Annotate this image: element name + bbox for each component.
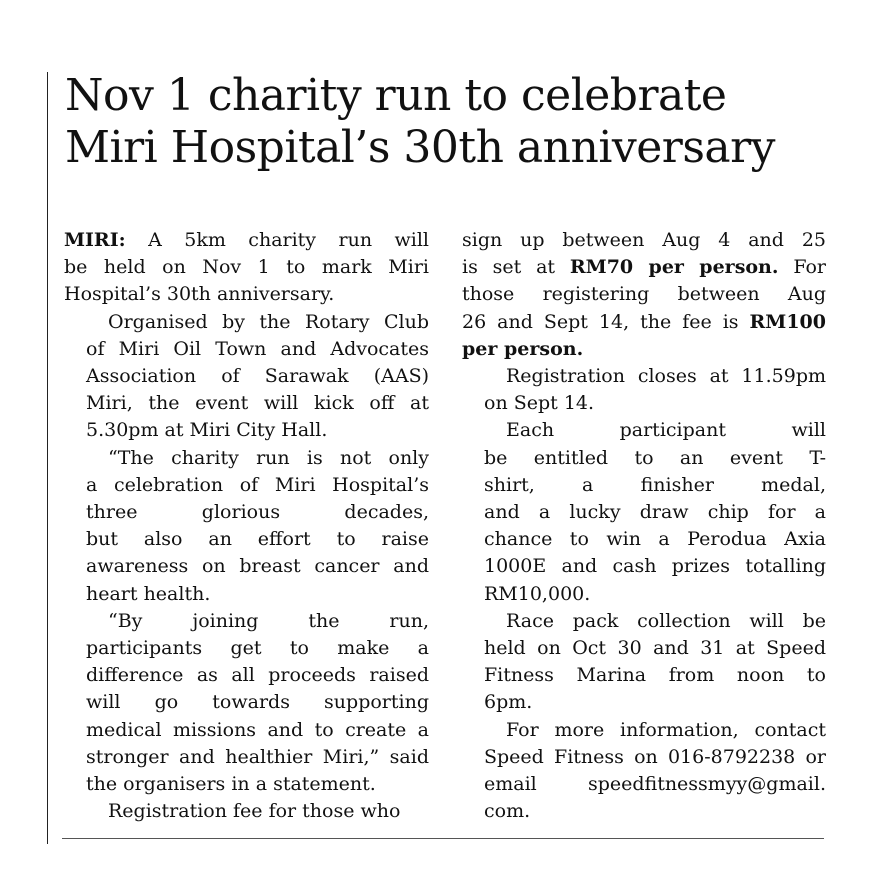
headline-line-1: Nov 1 charity run to celebrate bbox=[65, 70, 727, 121]
text-line: difference as all proceeds raised bbox=[86, 664, 429, 687]
text-line: is set at RM70 per person. For bbox=[462, 256, 826, 279]
text-line: will go towards supporting bbox=[86, 691, 429, 714]
paragraph-3 bbox=[64, 445, 429, 608]
paragraph-8 bbox=[462, 417, 826, 607]
text-line: medical missions and to create a bbox=[86, 718, 429, 741]
text-line: “The charity run is not only bbox=[108, 446, 429, 469]
text-line: but also an effort to raise bbox=[86, 528, 429, 551]
text-line: Hospital’s 30th anniversary. bbox=[64, 283, 335, 306]
paragraph-4 bbox=[64, 608, 429, 798]
column-rule bbox=[47, 72, 48, 844]
text-line: Miri, the event will kick off at bbox=[86, 392, 429, 415]
text-line: the organisers in a statement. bbox=[86, 773, 376, 796]
text-line: be held on Nov 1 to mark Miri bbox=[64, 256, 429, 279]
bottom-rule bbox=[62, 838, 824, 839]
text-line: three glorious decades, bbox=[86, 501, 429, 524]
text-line: 1000E and cash prizes totalling bbox=[484, 555, 826, 578]
text-line: 5.30pm at Miri City Hall. bbox=[86, 419, 328, 442]
text-line: Registration closes at 11.59pm bbox=[506, 365, 826, 388]
text-line: For more information, contact bbox=[506, 718, 826, 741]
text-line: on Sept 14. bbox=[484, 392, 595, 415]
text-line: Association of Sarawak (AAS) bbox=[86, 365, 429, 388]
dateline: MIRI: bbox=[64, 229, 126, 251]
text-line: com. bbox=[484, 800, 531, 823]
text-line: participants get to make a bbox=[86, 637, 429, 660]
text-line: a celebration of Miri Hospital’s bbox=[86, 473, 429, 496]
text-line: email speedfitnessmyy@gmail. bbox=[484, 773, 826, 796]
text-line: awareness on breast cancer and bbox=[86, 555, 429, 578]
text-line: Each participant will bbox=[506, 419, 826, 442]
text-line: chance to win a Perodua Axia bbox=[484, 528, 826, 551]
text-line: stronger and healthier Miri,” said bbox=[86, 745, 429, 768]
text-line: 26 and Sept 14, the fee is RM100 bbox=[462, 310, 826, 333]
text-line: those registering between Aug bbox=[462, 283, 826, 306]
text-line: RM10,000. bbox=[484, 582, 591, 605]
text-line: 6pm. bbox=[484, 691, 533, 714]
paragraph-5 bbox=[64, 798, 429, 825]
text-line: Registration fee for those who bbox=[108, 800, 401, 823]
text-line bbox=[64, 227, 429, 254]
paragraph-9 bbox=[462, 608, 826, 717]
article-column-right bbox=[462, 227, 826, 825]
paragraph-10 bbox=[462, 717, 826, 826]
paragraph-6 bbox=[462, 227, 826, 363]
article-column-left bbox=[64, 227, 429, 825]
text-line: Speed Fitness on 016-8792238 or bbox=[484, 745, 826, 768]
paragraph-2 bbox=[64, 309, 429, 445]
text-line: Organised by the Rotary Club bbox=[108, 310, 429, 333]
text-line: Fitness Marina from noon to bbox=[484, 664, 826, 687]
text-line-rest: A 5km charity run will bbox=[125, 229, 429, 251]
text-line: sign up between Aug 4 and 25 bbox=[462, 229, 826, 251]
text-line: shirt, a finisher medal, bbox=[484, 473, 826, 496]
text-line: be entitled to an event T- bbox=[484, 446, 826, 469]
paragraph-1 bbox=[64, 227, 429, 309]
text-line: heart health. bbox=[86, 582, 211, 605]
text-line: held on Oct 30 and 31 at Speed bbox=[484, 637, 826, 660]
paragraph-7 bbox=[462, 363, 826, 417]
text-line: and a lucky draw chip for a bbox=[484, 501, 826, 524]
headline-line-2: Miri Hospital’s 30th anniversary bbox=[65, 122, 776, 173]
headline bbox=[65, 70, 845, 174]
text-line: Race pack collection will be bbox=[506, 609, 826, 632]
text-line: “By joining the run, bbox=[108, 609, 429, 632]
text-line: per person. bbox=[462, 337, 584, 360]
text-line: of Miri Oil Town and Advocates bbox=[86, 337, 429, 360]
